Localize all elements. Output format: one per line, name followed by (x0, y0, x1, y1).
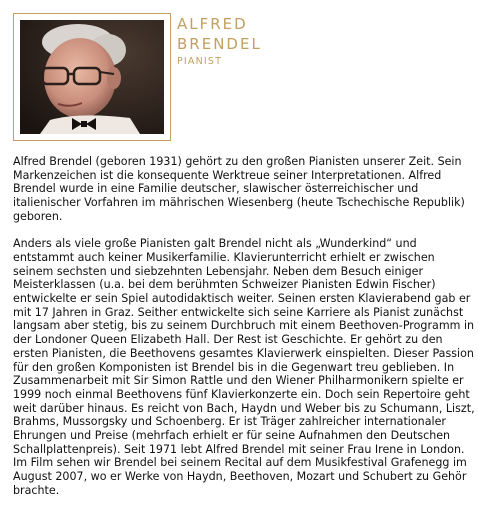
artist-last-name: BRENDEL (177, 35, 262, 53)
biography-paragraph: Anders als viele große Pianisten galt Brendel nicht als „Wunderkind“ und entstammt auch keiner Musikerfamilie. Klavierunterricht erhielt er zwischen seinem sechsten und siebzehnten Lebensjahr. Neben dem Besuch einiger Meisterklassen (u.a. bei dem berühmten Schweizer Pianisten Edwin Fischer) entwickelte er sein Spiel autodidaktisch weiter. Seinen ersten Klavierabend gab er mit 17 Jahren in Graz. Seither entwickelte sich seine Karriere als Pianist zunächst langsam aber stetig, bis zu seinem Durchbruch mit einem Beethoven-Programm in der Londoner Queen Elizabeth Hall. Der Rest ist Geschichte. Er gehört zu den ersten Pianisten, die Beethovens gesamtes Klavierwerk einspielten. Dieser Passion für den großen Komponisten ist Brendel bis in die Gegenwart treu geblieben. In Zusammenarbeit mit Sir Simon Rattle und den Wiener Philharmonikern spielte er 1999 noch einmal Beethovens fünf Klavierkonzerte ein. Doch sein Repertoire geht weit darüber hinaus. Es reicht von Bach, Haydn und Weber bis zu Schumann, Liszt, Brahms, Mussorgsky und Schoenberg. Er ist Träger zahlreicher internationaler Ehrungen und Preise (mehrfach erhielt er für seine Aufnahmen den Deutschen Schallplattenpreis). Seit 1971 lebt Alfred Brendel mit seiner Frau Irene in London. Im Film sehen wir Brendel bei seinem Recital auf dem Musikfestival Grafenegg im August 2007, wo er Werke von Haydn, Beethoven, Mozart und Schubert zu Gehör brachte. (13, 237, 475, 497)
biography-paragraph: Alfred Brendel (geboren 1931) gehört zu den großen Pianisten unserer Zeit. Sein Markenzeichen ist die konsequente Werktreue seiner Interpretationen. Alfred Brendel wurde in eine Familie deutscher, slawischer österreichischer und italienischer Vorfahren im mährischen Wiesenberg (heute Tschechische Republik) geboren. (13, 155, 465, 223)
biography (13, 155, 475, 511)
artist-header (177, 14, 262, 69)
portrait-photo (20, 20, 164, 134)
artist-role: PIANIST (177, 56, 223, 67)
portrait-frame (13, 13, 171, 141)
artist-first-name: ALFRED (177, 15, 248, 33)
